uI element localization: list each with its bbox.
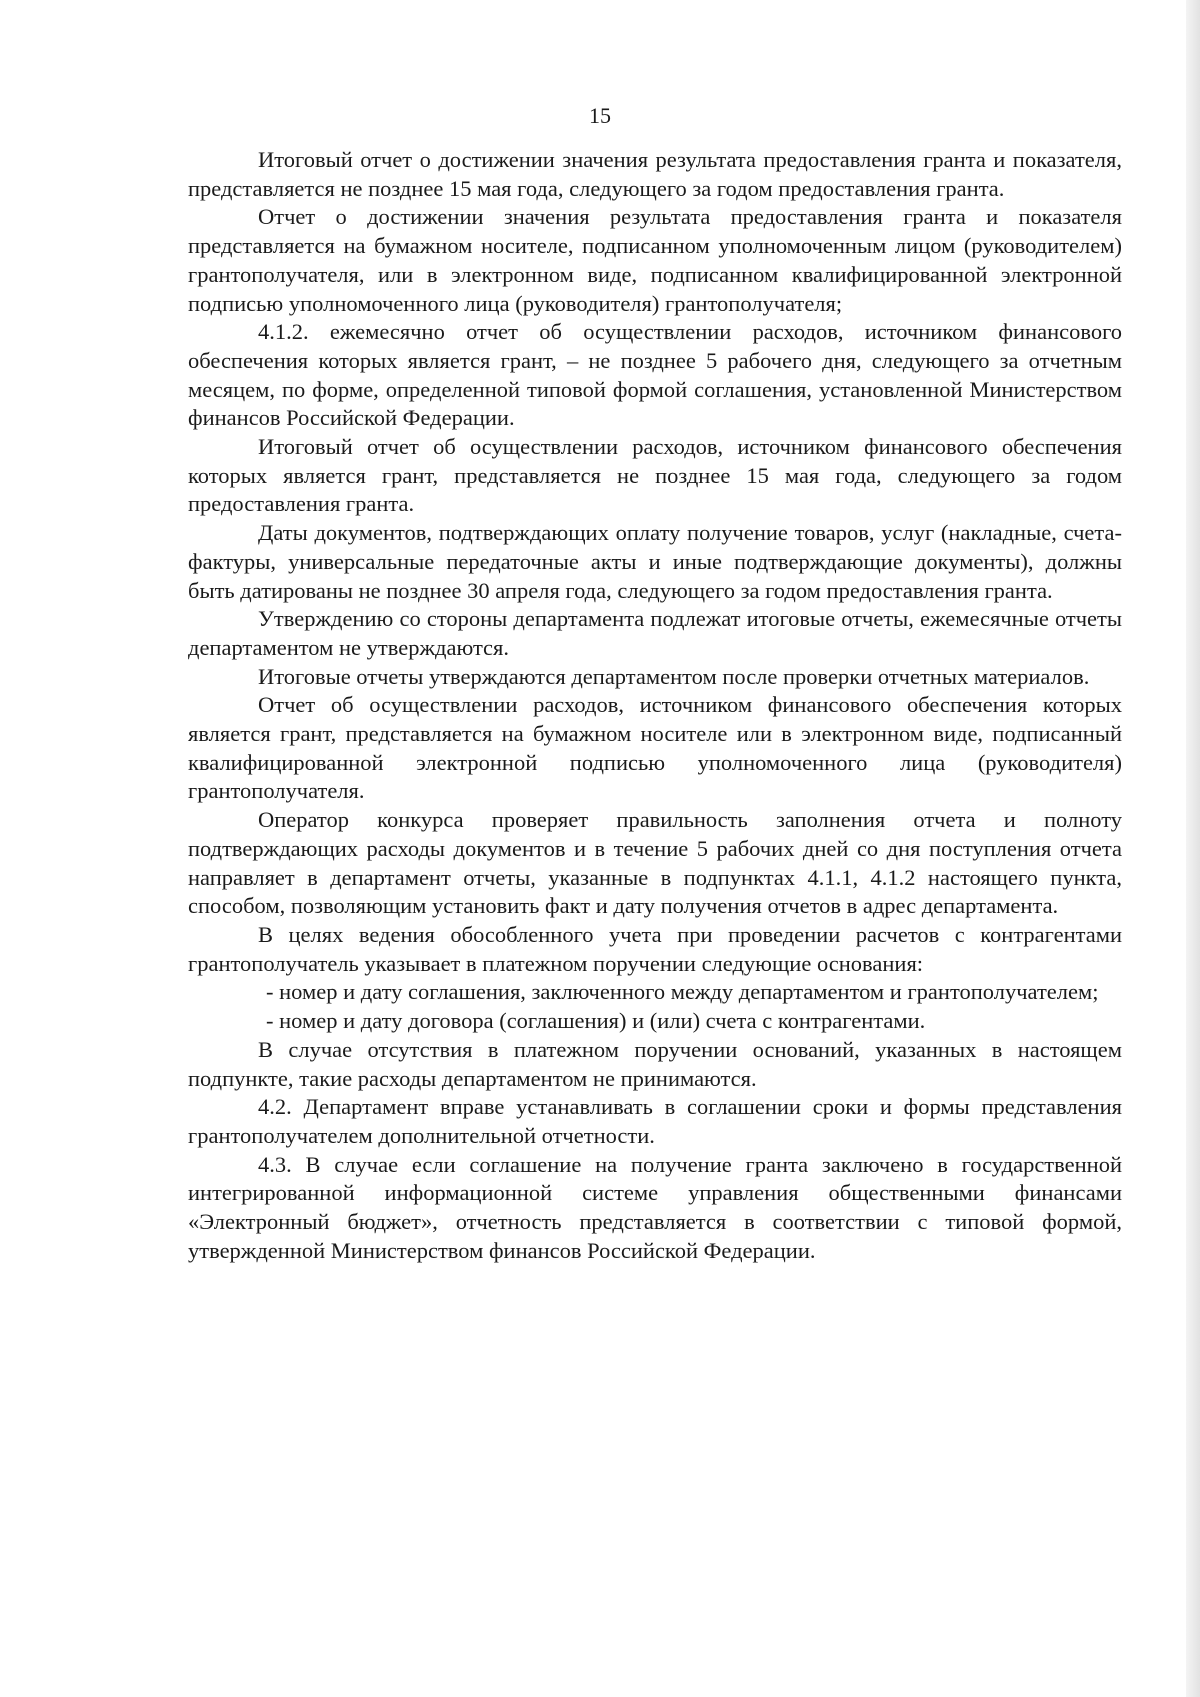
paragraph-report-approval: Утверждению со стороны департамента подлежат итоговые отчеты, ежемесячные отчеты департаментом не утверждаются. — [188, 606, 1122, 660]
paragraph-separate-accounting: В целях ведения обособленного учета при проведении расчетов с контрагентами грантополучатель указывает в платежном поручении следующие основания: — [188, 921, 1122, 976]
paragraph-4-2-additional-reporting: 4.2. Департамент вправе устанавливать в соглашении сроки и формы представления грантополучателем дополнительной отчетности. — [188, 1094, 1122, 1148]
paragraph-operator-verification: Оператор конкурса проверяет правильность заполнения отчета и полноту подтверждающих расходы документов и в течение 5 рабочих дней со дня поступления отчета направляет в департамент отчеты, указанные в подпунктах 4.1.1, 4.1.2 настоящего пункта, способом, позволяющим установить факт и дату получения отчетов в адрес департамента. — [188, 807, 1122, 919]
paragraph-final-report-result: Итоговый отчет о достижении значения результата предоставления гранта и показателя, представляется не позднее 15 мая года, следующего за годом предоставления гранта. — [188, 147, 1122, 201]
document-body — [188, 146, 1122, 1265]
paragraph-final-expense-report: Итоговый отчет об осуществлении расходов, источником финансового обеспечения которых является грант, представляется не позднее 15 мая года, следующего за годом предоставления гранта. — [188, 434, 1122, 517]
paragraph-4-1-2-monthly-report: 4.1.2. ежемесячно отчет об осуществлении расходов, источником финансового обеспечения которых является грант, – не позднее 5 рабочего дня, следующего за отчетным месяцем, по форме, определенной типовой формой соглашения, установленной Министерством финансов Российской Федерации. — [188, 319, 1122, 431]
paragraph-4-3-electronic-budget: 4.3. В случае если соглашение на получение гранта заключено в государственной интегрированной информационной системе управления общественными финансами «Электронный бюджет», отчетность представляется в соответствии с типовой формой, утвержденной Министерством финансов Российской Федерации. — [188, 1151, 1122, 1263]
scan-edge-shadow — [1186, 0, 1200, 1697]
paragraph-missing-grounds: В случае отсутствия в платежном поручении оснований, указанных в настоящем подпункте, такие расходы департаментом не принимаются. — [188, 1036, 1122, 1091]
paragraph-report-submission-form: Отчет о достижении значения результата предоставления гранта и показателя представляется на бумажном носителе, подписанном уполномоченным лицом (руководителем) грантополучателя, или в электронном виде, подписанном квалифицированной электронной подписью уполномоченного лица (руководителя) грантополучателя; — [188, 204, 1122, 316]
paragraph-final-reports-approved: Итоговые отчеты утверждаются департаментом после проверки отчетных материалов. — [258, 663, 1090, 689]
page-number: 15 — [589, 103, 611, 128]
list-item-agreement-number: - номер и дату соглашения, заключенного между департаментом и грантополучателем; — [266, 979, 1099, 1005]
paragraph-expense-report-format: Отчет об осуществлении расходов, источником финансового обеспечения которых является грант, представляется на бумажном носителе или в электронном виде, подписанный квалифицированной электронной подписью уполномоченного лица (руководителя) грантополучателя. — [188, 692, 1122, 804]
list-item-contract-number: - номер и дату договора (соглашения) и (или) счета с контрагентами. — [266, 1008, 926, 1034]
paragraph-document-dates: Даты документов, подтверждающих оплату получение товаров, услуг (накладные, счета-фактуры, универсальные передаточные акты и иные подтверждающие документы), должны быть датированы не позднее 30 апреля года, следующего за годом предоставления гранта. — [188, 520, 1122, 603]
